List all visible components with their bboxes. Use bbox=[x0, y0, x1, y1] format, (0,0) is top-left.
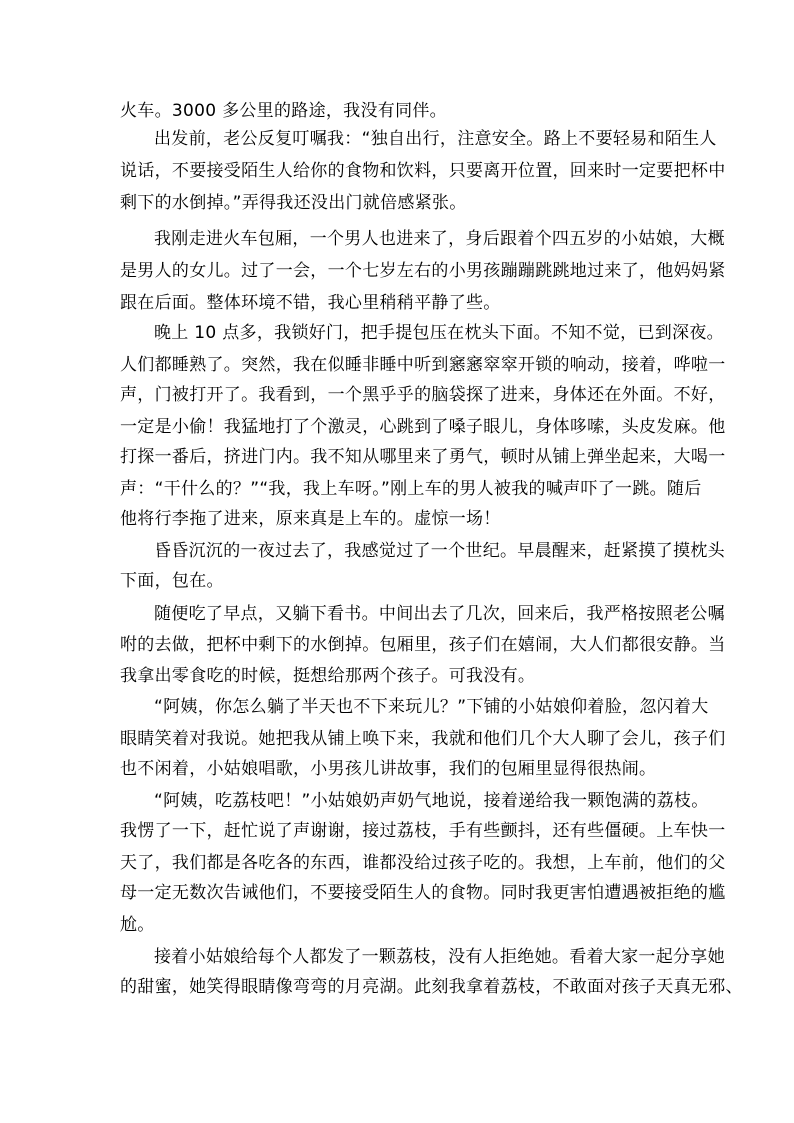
text-line: 火车。3000 多公里的路途，我没有同伴。 bbox=[120, 101, 447, 121]
text-line: 出发前，老公反复叮嘱我：“独自出行，注意安全。路上不要轻易和陌生人 bbox=[154, 129, 717, 149]
text-line: 我愣了一下，赶忙说了声谢谢，接过荔枝，手有些颤抖，还有些僵硬。上车快一 bbox=[120, 821, 726, 841]
text-line: 声：“干什么的？”“我，我上车呀。”刚上车的男人被我的喊声吓了一跳。随后 bbox=[120, 479, 702, 499]
text-line: 也不闲着，小姑娘唱歌，小男孩儿讲故事，我们的包厢里显得很热闹。 bbox=[120, 759, 657, 779]
text-line: “阿姨，你怎么躺了半天也不下来玩儿？”下铺的小姑娘仰着脸，忽闪着大 bbox=[154, 697, 709, 717]
text-line: 说话，不要接受陌生人给你的食物和饮料，只要离开位置，回来时一定要把杯中 bbox=[120, 161, 726, 181]
text-line: 跟在后面。整体环境不错，我心里稍稍平静了些。 bbox=[120, 293, 501, 313]
text-line: 尬。 bbox=[120, 915, 155, 935]
text-line: 眼睛笑着对我说。她把我从铺上唤下来，我就和他们几个大人聊了会儿，孩子们 bbox=[120, 729, 726, 749]
text-line: 母一定无数次告诫他们，不要接受陌生人的食物。同时我更害怕遭遇被拒绝的尴 bbox=[120, 883, 726, 903]
text-line: 昏昏沉沉的一夜过去了，我感觉过了一个世纪。早晨醒来，赶紧摸了摸枕头 bbox=[154, 541, 725, 561]
text-line: 是男人的女儿。过了一会，一个七岁左右的小男孩蹦蹦跳跳地过来了，他妈妈紧 bbox=[120, 261, 726, 281]
text-line: 他将行李拖了进来，原来真是上车的。虚惊一场！ bbox=[120, 509, 501, 529]
text-line: 我刚走进火车包厢，一个男人也进来了，身后跟着个四五岁的小姑娘，大概 bbox=[154, 229, 725, 249]
text-line: 咐的去做，把杯中剩下的水倒掉。包厢里，孩子们在嬉闹，大人们都很安静。当 bbox=[120, 635, 726, 655]
text-line: 打探一番后，挤进门内。我不知从哪里来了勇气，顿时从铺上弹坐起来，大喝一 bbox=[120, 447, 726, 467]
text-line: 一定是小偷！我猛地打了个激灵，心跳到了嗓子眼儿，身体哆嗦，头皮发麻。他 bbox=[120, 417, 726, 437]
text-line: “阿姨，吃荔枝吧！”小姑娘奶声奶气地说，接着递给我一颗饱满的荔枝。 bbox=[154, 791, 709, 811]
text-line: 人们都睡熟了。突然，我在似睡非睡中听到窸窸窣窣开锁的响动，接着，哗啦一 bbox=[120, 355, 726, 375]
text-line: 声，门被打开了。我看到，一个黑乎乎的脑袋探了进来，身体还在外面。不好， bbox=[120, 385, 726, 405]
text-line: 下面，包在。 bbox=[120, 571, 224, 591]
text-line: 晚上 10 点多，我锁好门，把手提包压在枕头下面。不知不觉，已到深夜。 bbox=[154, 323, 724, 343]
text-line: 随便吃了早点，又躺下看书。中间出去了几次，回来后，我严格按照老公嘱 bbox=[154, 604, 725, 624]
text-line: 天了，我们都是各吃各的东西，谁都没给过孩子吃的。我想，上车前，他们的父 bbox=[120, 853, 726, 873]
text-line: 剩下的水倒掉。”弄得我还没出门就倍感紧张。 bbox=[120, 193, 467, 213]
text-line: 接着小姑娘给每个人都发了一颗荔枝，没有人拒绝她。看着大家一起分享她 bbox=[154, 947, 725, 967]
text-line: 的甜蜜，她笑得眼睛像弯弯的月亮湖。此刻我拿着荔枝，不敢面对孩子天真无邪、 bbox=[120, 977, 743, 997]
text-line: 我拿出零食吃的时候，挺想给那两个孩子。可我没有。 bbox=[120, 666, 536, 686]
